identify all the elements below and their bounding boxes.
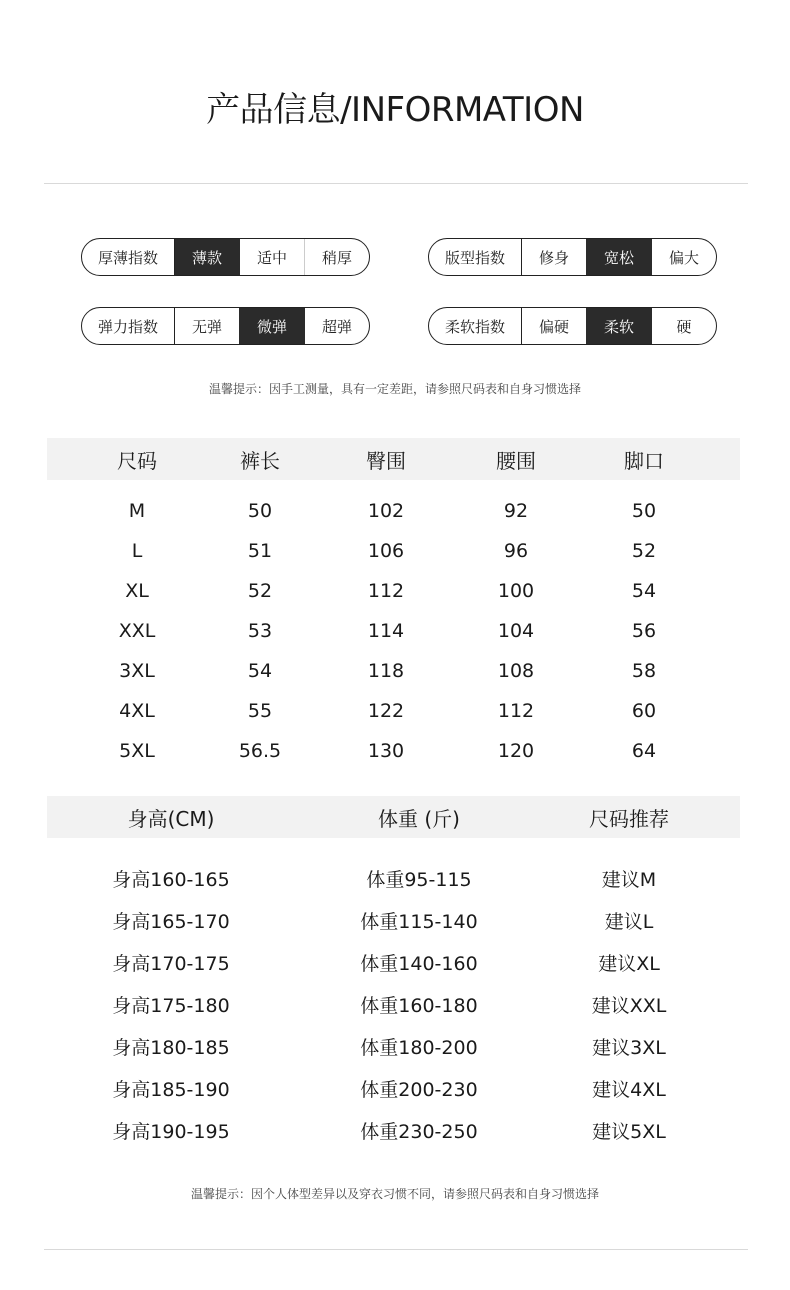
thickness-option-thin: 薄款	[175, 239, 239, 275]
page-title: 产品信息/INFORMATION	[206, 90, 584, 130]
cell-weight: 体重180-200	[360, 1036, 478, 1059]
fit-index-label: 版型指数	[429, 239, 522, 275]
rec-table-row	[47, 858, 740, 898]
header-size: 尺码	[117, 448, 157, 473]
cell-waist: 108	[497, 660, 535, 682]
cell-leg-opening: 60	[631, 700, 657, 722]
cell-length: 51	[247, 540, 273, 562]
thickness-option-thick: 稍厚	[304, 239, 369, 275]
cell-height: 身高180-185	[112, 1036, 230, 1059]
stretch-option-super: 超弹	[304, 308, 369, 344]
fit-option-oversize: 偏大	[651, 239, 716, 275]
measurement-note: 温馨提示：因手工测量，具有一定差距，请参照尺码表和自身习惯选择	[208, 382, 581, 396]
rec-table-row	[47, 1110, 740, 1150]
cell-size: 4XL	[119, 700, 155, 722]
softness-option-hard: 硬	[651, 308, 716, 344]
softness-option-soft: 柔软	[586, 308, 651, 344]
size-table-row	[47, 731, 740, 771]
thickness-option-medium: 适中	[239, 239, 304, 275]
cell-height: 身高190-195	[112, 1120, 230, 1143]
fit-note: 温馨提示：因个人体型差异以及穿衣习惯不同，请参照尺码表和自身习惯选择	[190, 1187, 599, 1201]
cell-recommendation: 建议L	[604, 910, 654, 933]
cell-height: 身高160-165	[112, 868, 230, 891]
cell-weight: 体重140-160	[360, 952, 478, 975]
cell-weight: 体重200-230	[360, 1078, 478, 1101]
fit-option-slim: 修身	[538, 248, 569, 267]
cell-hip: 106	[367, 540, 405, 562]
cell-waist: 112	[497, 700, 535, 722]
cell-leg-opening: 56	[631, 620, 657, 642]
size-table-header	[47, 438, 740, 480]
cell-weight: 体重230-250	[360, 1120, 478, 1143]
stretch-option-none: 无弹	[191, 317, 222, 336]
cell-weight: 体重115-140	[360, 910, 478, 933]
cell-size: XL	[125, 580, 149, 602]
cell-recommendation: 建议3XL	[592, 1036, 666, 1059]
cell-recommendation: 建议5XL	[592, 1120, 666, 1143]
cell-recommendation: 建议4XL	[592, 1078, 666, 1101]
cell-waist: 104	[497, 620, 535, 642]
cell-length: 54	[247, 660, 273, 682]
cell-hip: 130	[367, 740, 405, 762]
rec-table-row	[47, 900, 740, 940]
cell-waist: 92	[503, 500, 529, 522]
cell-height: 身高175-180	[112, 994, 230, 1017]
cell-height: 身高170-175	[112, 952, 230, 975]
size-table-row	[47, 651, 740, 691]
stretch-index	[81, 307, 370, 345]
fit-option-loose: 宽松	[586, 239, 651, 275]
stretch-option-slight: 微弹	[239, 308, 304, 344]
cell-leg-opening: 54	[631, 580, 657, 602]
top-divider	[44, 183, 748, 184]
size-table-row	[47, 571, 740, 611]
thickness-index	[81, 238, 370, 276]
cell-height: 身高165-170	[112, 910, 230, 933]
softness-option-firm: 偏硬	[538, 317, 569, 336]
cell-hip: 102	[367, 500, 405, 522]
header-height: 身高(CM)	[127, 806, 215, 831]
header-waist: 腰围	[496, 448, 536, 473]
cell-leg-opening: 64	[631, 740, 657, 762]
rec-table-row	[47, 1026, 740, 1066]
stretch-index-label: 弹力指数	[82, 308, 175, 344]
cell-weight: 体重95-115	[366, 868, 472, 891]
header-length: 裤长	[240, 448, 280, 473]
cell-hip: 114	[367, 620, 405, 642]
softness-index-label: 柔软指数	[429, 308, 522, 344]
header-recommendation: 尺码推荐	[589, 806, 669, 831]
rec-table-row	[47, 984, 740, 1024]
fit-index	[428, 238, 717, 276]
cell-hip: 118	[367, 660, 405, 682]
rec-table-row	[47, 1068, 740, 1108]
cell-length: 50	[247, 500, 273, 522]
cell-length: 53	[247, 620, 273, 642]
cell-leg-opening: 52	[631, 540, 657, 562]
size-table-row	[47, 531, 740, 571]
cell-height: 身高185-190	[112, 1078, 230, 1101]
rec-table-header	[47, 796, 740, 838]
cell-recommendation: 建议XXL	[591, 994, 667, 1017]
cell-size: XXL	[118, 620, 156, 642]
cell-size: M	[128, 500, 146, 522]
bottom-divider	[44, 1249, 748, 1250]
thickness-index-label: 厚薄指数	[82, 239, 175, 275]
size-table-row	[47, 491, 740, 531]
cell-waist: 120	[497, 740, 535, 762]
cell-recommendation: 建议XL	[598, 952, 660, 975]
cell-length: 55	[247, 700, 273, 722]
cell-hip: 112	[367, 580, 405, 602]
softness-index	[428, 307, 717, 345]
cell-weight: 体重160-180	[360, 994, 478, 1017]
cell-size: 5XL	[119, 740, 155, 762]
cell-leg-opening: 50	[631, 500, 657, 522]
size-table-row	[47, 691, 740, 731]
size-table-row	[47, 611, 740, 651]
header-hip: 臀围	[366, 448, 406, 473]
cell-waist: 100	[497, 580, 535, 602]
cell-recommendation: 建议M	[601, 868, 657, 891]
header-leg-opening: 脚口	[624, 448, 664, 473]
cell-length: 52	[247, 580, 273, 602]
cell-size: 3XL	[119, 660, 155, 682]
header-weight: 体重 (斤)	[378, 806, 460, 831]
cell-leg-opening: 58	[631, 660, 657, 682]
rec-table-row	[47, 942, 740, 982]
cell-hip: 122	[367, 700, 405, 722]
cell-length: 56.5	[238, 740, 282, 762]
cell-waist: 96	[503, 540, 529, 562]
cell-size: L	[131, 540, 143, 562]
